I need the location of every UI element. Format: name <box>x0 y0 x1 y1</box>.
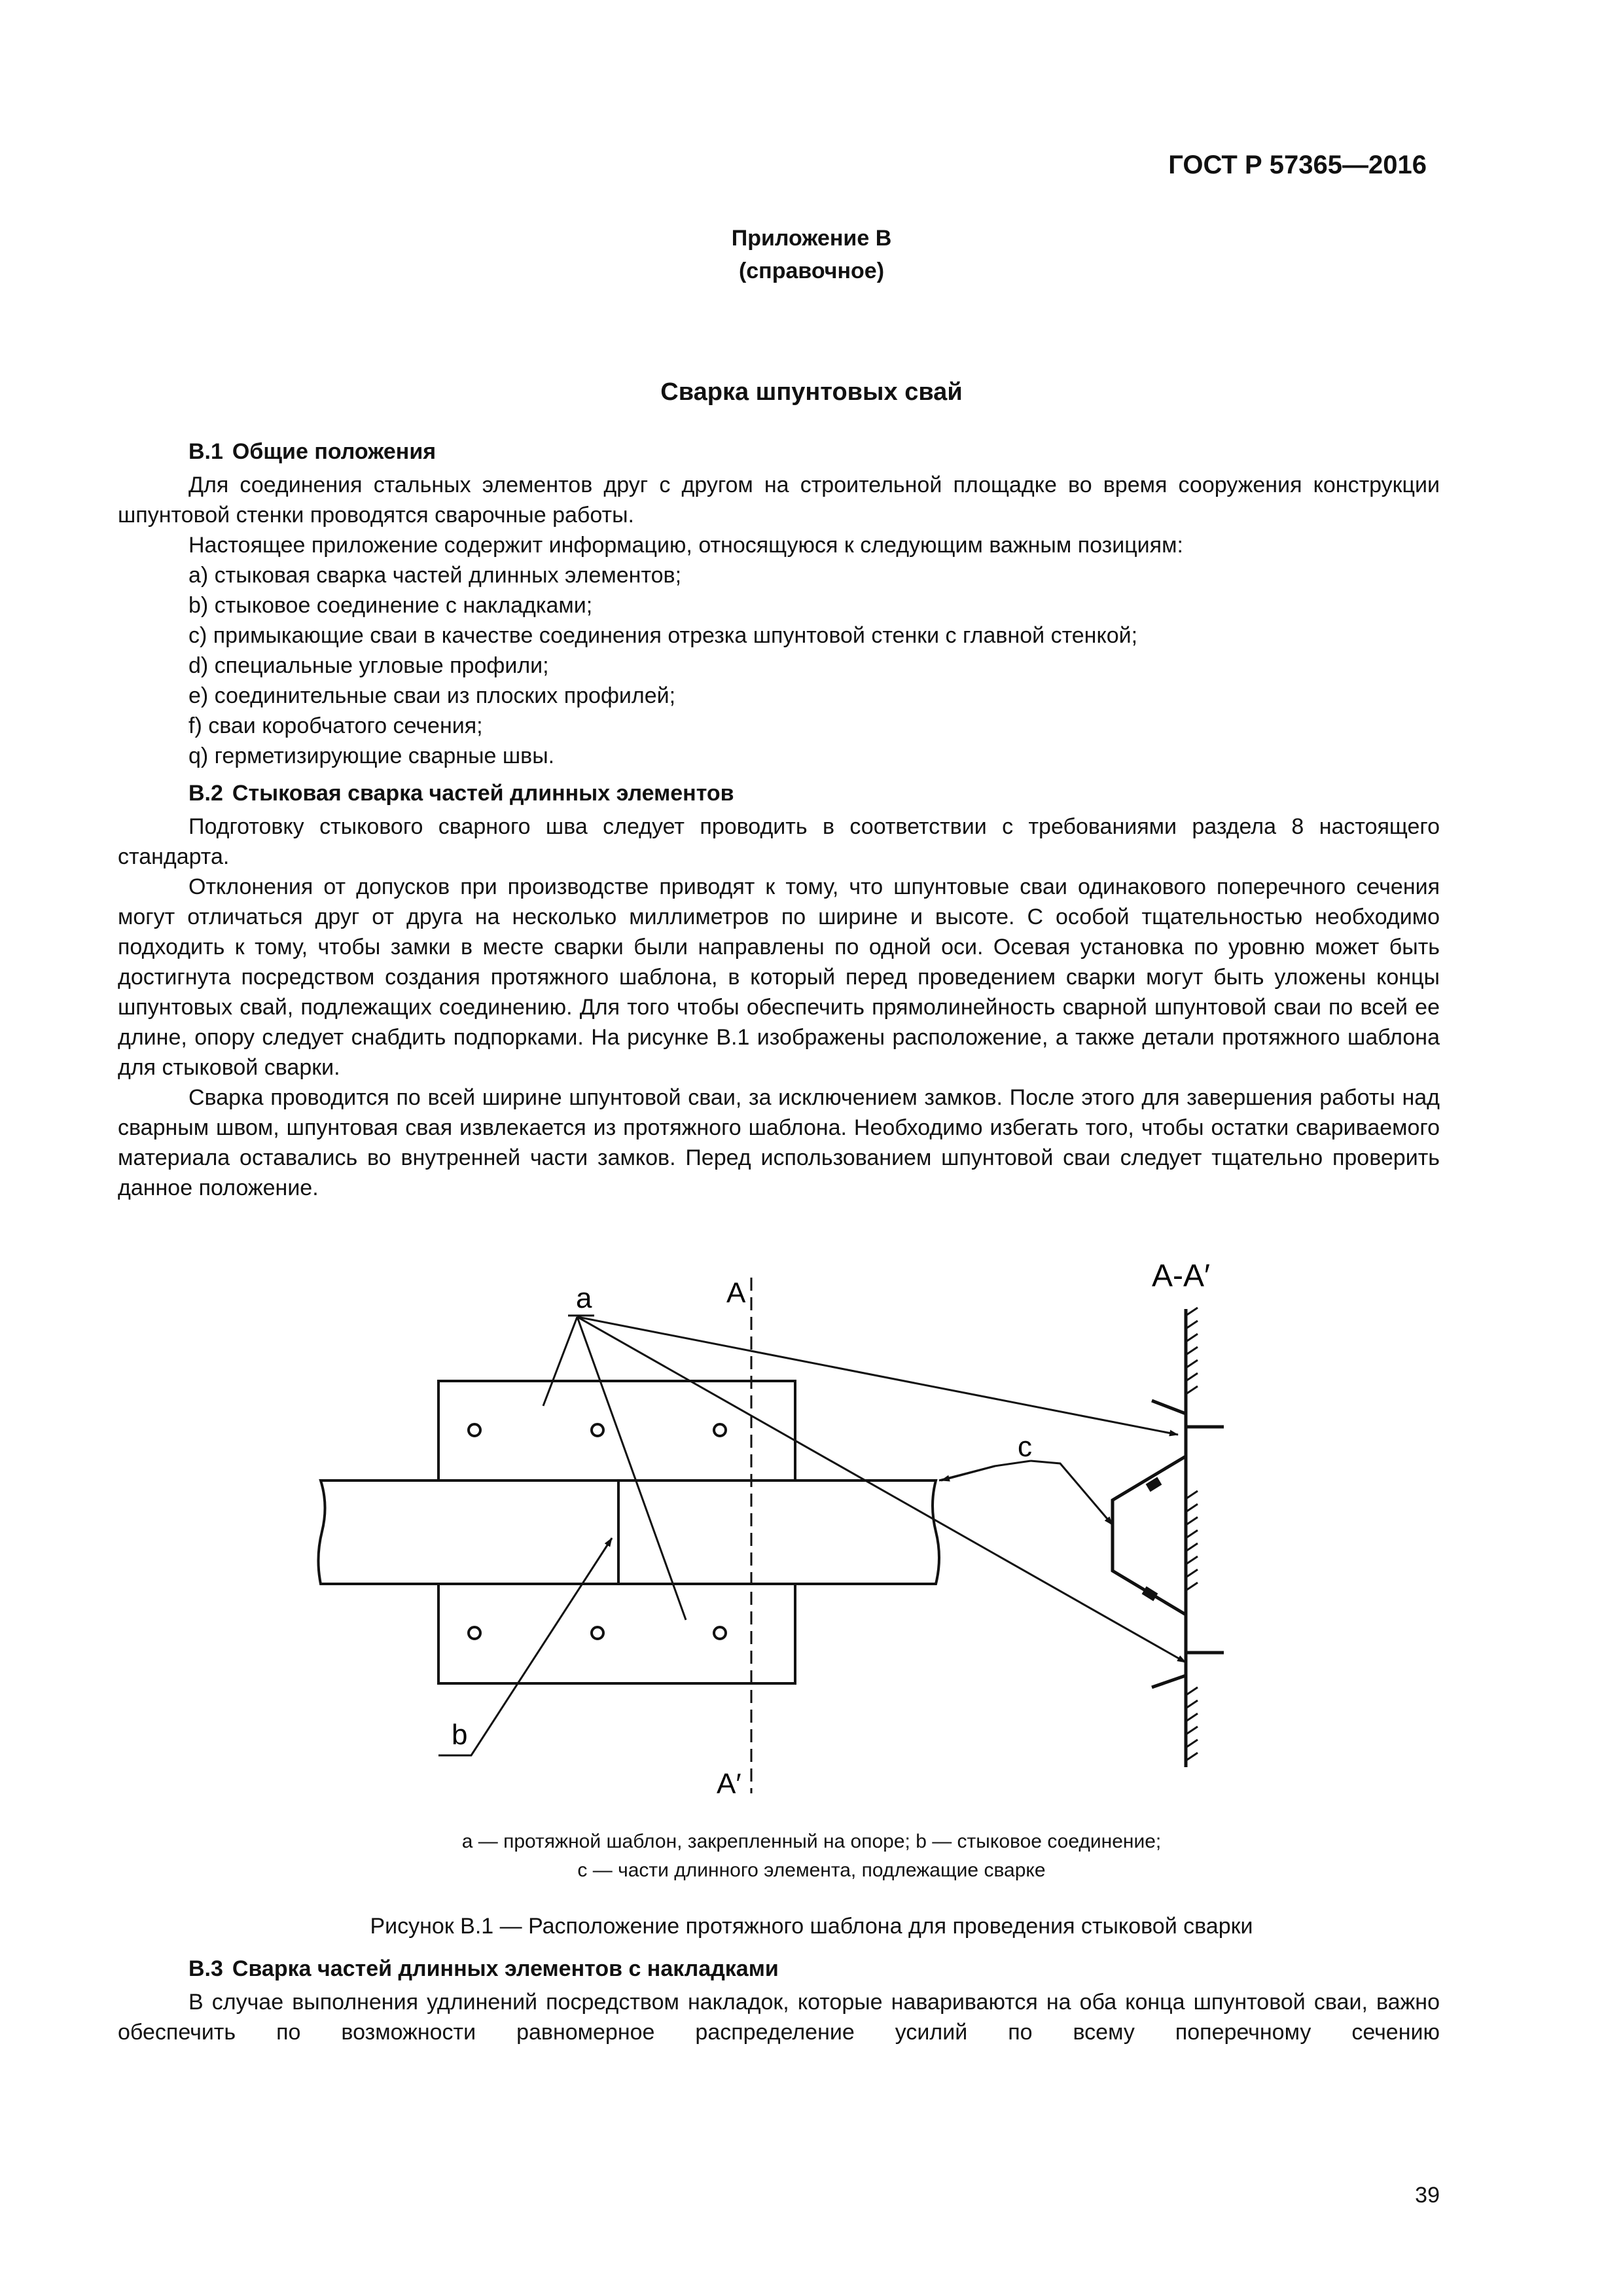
figure-caption: Рисунок В.1 — Расположение протяжного шаблона для проведения стыковой сварки <box>370 1914 1253 1939</box>
section-number: В.2 <box>188 781 223 806</box>
template-plate-top <box>438 1381 795 1480</box>
label-b: b <box>452 1719 468 1751</box>
list-item: c) примыкающие сваи в качестве соединения отрезка шпунтовой стенки с главной стенкой; <box>188 623 1138 648</box>
label-c: c <box>1018 1431 1032 1463</box>
label-section-top: A <box>726 1277 746 1309</box>
paragraph: Настоящее приложение содержит информацию, относящуюся к следующим важным позициям: <box>188 533 1183 558</box>
section-heading-b1 <box>118 433 1440 470</box>
figure-legend-line1: a — протяжной шаблон, закрепленный на опоре; b — стыковое соединение; <box>461 1831 1162 1852</box>
section-heading-text: Общие положения <box>232 439 437 464</box>
page-number: 39 <box>1415 2183 1440 2208</box>
section-heading-text: Стыковая сварка частей длинных элементов <box>232 781 734 806</box>
text-block-top <box>118 433 1440 1203</box>
template-plate-bottom <box>438 1584 795 1683</box>
pile-element-left <box>318 1480 618 1584</box>
label-section-view: A-A′ <box>1152 1259 1211 1293</box>
text-block-bottom <box>118 1950 1440 2047</box>
section-heading-b3 <box>118 1950 1440 1987</box>
paragraph: Сварка проводится по всей ширине шпунтовой сваи, за исключением замков. После этого для завершения работы над сварным швом, шпунтовая свая извлекается из протяжного шаблона. Необходимо избегать того, чтобы остатки свариваемого материала оставались во внутренней части замков. Перед использованием шпунтовой сваи следует тщательно проверить данное положение. <box>118 1085 1440 1200</box>
list-item: f) сваи коробчатого сечения; <box>188 713 483 738</box>
leader-c-2 <box>1031 1461 1113 1525</box>
paragraph: В случае выполнения удлинений посредством накладок, которые навариваются на оба конца шпунтовой сваи, важно обеспечить по возможности равномерное распределение усилий по всему поперечному сечению <box>118 1990 1440 2045</box>
document-number: ГОСТ Р 57365—2016 <box>1168 151 1427 179</box>
paragraph: Отклонения от допусков при производстве приводят к тому, что шпунтовые сваи одинакового поперечного сечения могут отличаться друг от друга на несколько миллиметров по ширине и высоте. С особой тщательностью необходимо подходить к тому, чтобы замки в месте сварки были направлены по одной оси. Осевая установка по уровню может быть достигнута посредством создания протяжного шаблона, в который перед проведением сварки могут быть уложены концы шпунтовых свай, подлежащих соединению. Для того чтобы обеспечить прямолинейность сварной шпунтовой сваи по всей ее длине, опору следует снабдить подпорками. На рисунке В.1 изображены расположение, а также детали протяжного шаблона для стыковой сварки. <box>118 874 1440 1080</box>
paragraph: Подготовку стыкового сварного шва следует проводить в соответствии с требованиями раздела 8 настоящего стандарта. <box>118 814 1440 869</box>
list-item: d) специальные угловые профили; <box>188 653 549 678</box>
figure-legend-line2: c — части длинного элемента, подлежащие сварке <box>577 1859 1046 1881</box>
paragraph: Для соединения стальных элементов друг с другом на строительной площадке во время сооружения конструкции шпунтовой стенки проводятся сварочные работы. <box>118 473 1440 528</box>
section-heading-text: Сварка частей длинных элементов с накладками <box>232 1956 779 1981</box>
section-number: В.3 <box>188 1956 223 1981</box>
section-number: В.1 <box>188 439 223 464</box>
section-heading-b2 <box>118 775 1440 812</box>
main-title: Сварка шпунтовых свай <box>660 378 963 406</box>
list-item: b) стыковое соединение с накладками; <box>188 593 593 618</box>
appendix-title: Приложение В <box>731 226 892 251</box>
section-view <box>1113 1308 1224 1767</box>
list-item: a) стыковая сварка частей длинных элементов; <box>188 563 682 588</box>
list-item: e) соединительные сваи из плоских профилей; <box>188 683 676 708</box>
label-section-bottom: A′ <box>717 1768 741 1800</box>
appendix-subtitle: (справочное) <box>738 259 885 283</box>
figure-b1-diagram <box>0 1257 1623 1833</box>
list-item: q) герметизирующие сварные швы. <box>188 744 555 768</box>
label-a: a <box>576 1282 592 1314</box>
